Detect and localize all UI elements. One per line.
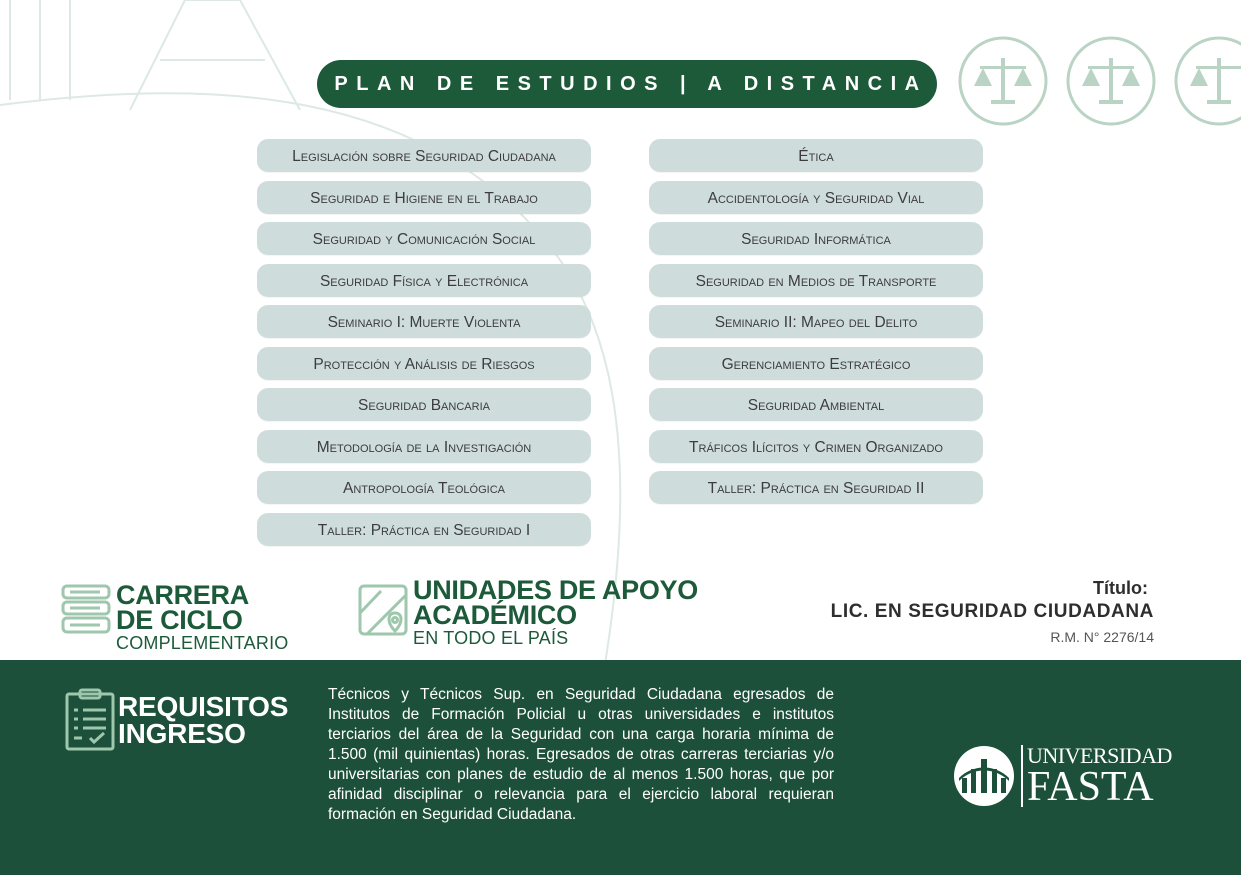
unidades-line2: ACADÉMICO	[413, 600, 577, 630]
subject-pill: Seguridad e Higiene en el Trabajo	[257, 181, 591, 214]
subject-pill: Taller: Práctica en Seguridad I	[257, 513, 591, 546]
requisitos-line1: REQUISITOS	[118, 691, 289, 722]
requisitos-line2: INGRESO	[118, 718, 246, 749]
subject-pill: Taller: Práctica en Seguridad II	[649, 471, 983, 504]
unidades-line1: UNIDADES DE APOYO	[413, 575, 698, 605]
plan-title: PLAN DE ESTUDIOS | A DISTANCIA	[334, 72, 928, 95]
requisitos-heading	[64, 688, 288, 752]
titulo-rm: R.M. N° 2276/14	[1050, 629, 1154, 645]
scale-of-justice-icon	[958, 36, 1048, 126]
subject-pill: Seguridad y Comunicación Social	[257, 222, 591, 255]
subject-pill: Tráficos Ilícitos y Crimen Organizado	[649, 430, 983, 463]
titulo-block	[831, 578, 1154, 645]
carrera-line2: DE CICLO	[116, 605, 243, 635]
titulo-value: LIC. EN SEGURIDAD CIUDADANA	[830, 601, 1154, 622]
carrera-line1: CARRERA	[116, 580, 249, 610]
subject-pill: Ética	[649, 139, 983, 172]
titulo-label: Título:	[1093, 578, 1148, 598]
unidades-line3: EN TODO EL PAÍS	[413, 628, 569, 648]
subject-pill: Seguridad Bancaria	[257, 388, 591, 421]
subject-pill: Metodología de la Investigación	[257, 430, 591, 463]
university-crest-icon	[953, 745, 1015, 807]
books-icon	[60, 583, 112, 637]
clipboard-checklist-icon	[64, 688, 116, 752]
requisitos-text: Técnicos y Técnicos Sup. en Seguridad Ciudadana egresados de Institutos de Formación Policial u otras universidades e institutos terciarios del área de la Seguridad con una carga horaria mínima de 1.500 (mil quinientas) horas. Egresados de otras carreras terciarias y/o universitarias con planes de estudio de al menos 1.500 horas, que por afinidad disciplinar o relevancia para el ejercicio laboral requieran formación en Seguridad Ciudadana.	[328, 686, 834, 823]
subject-pill: Seguridad en Medios de Transporte	[649, 264, 983, 297]
map-pin-icon	[357, 583, 409, 637]
subject-pill: Gerenciamiento Estratégico	[649, 347, 983, 380]
unidades-badge	[357, 575, 698, 648]
logo-bottom-text: FASTA	[1027, 764, 1154, 810]
subject-pill: Seguridad Ambiental	[649, 388, 983, 421]
subject-pill: Seguridad Física y Electrónica	[257, 264, 591, 297]
subject-pill: Legislación sobre Seguridad Ciudadana	[257, 139, 591, 172]
subject-pill: Protección y Análisis de Riesgos	[257, 347, 591, 380]
universidad-fasta-logo	[953, 743, 1172, 810]
footer	[0, 660, 1241, 875]
subject-pill: Antropología Teológica	[257, 471, 591, 504]
carrera-badge	[60, 580, 289, 653]
subject-pill: Accidentología y Seguridad Vial	[649, 181, 983, 214]
scale-of-justice-icon	[1066, 36, 1156, 126]
subjects-left-column	[257, 139, 591, 554]
scale-of-justice-icon	[1174, 36, 1241, 126]
subject-pill: Seguridad Informática	[649, 222, 983, 255]
logo-top-text: UNIVERSIDAD	[1027, 743, 1172, 768]
subject-pill: Seminario I: Muerte Violenta	[257, 305, 591, 338]
subjects-right-column	[649, 139, 983, 513]
carrera-line3: COMPLEMENTARIO	[116, 633, 289, 653]
plan-header	[317, 60, 937, 108]
subject-pill: Seminario II: Mapeo del Delito	[649, 305, 983, 338]
